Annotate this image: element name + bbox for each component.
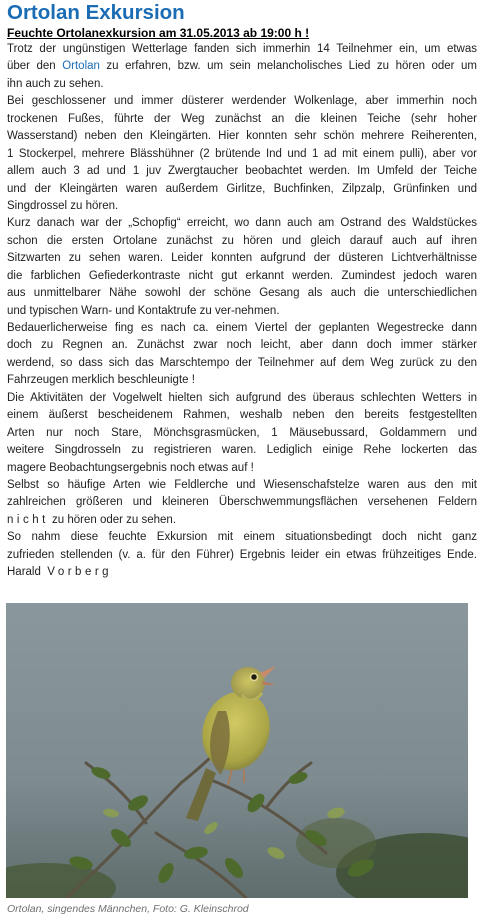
author-first-name: Harald xyxy=(7,566,41,579)
text-line: allem auch 3 ad und 1 juv Zwergtaucher beobachtet werden. Im Umfeld der Teiche xyxy=(7,165,477,178)
text-line: doch zu Regnen an. Zunächst zwar noch leicht, aber dann doch immer stärker xyxy=(7,339,477,352)
text-line: Arten nur noch Stare, Mönchsgrasmücken, 1 Mäusebussard, Goldammern und xyxy=(7,426,477,439)
text-line: Kurz danach war der „Schopfig“ erreicht, wo dann auch am Ostrand des Waldstückes xyxy=(7,217,477,230)
text-line: Bedauerlicherweise fing es nach ca. einem Viertel der geplanten Wegestrecke dann xyxy=(7,322,477,334)
text-line: Selbst so häufige Arten wie Feldlerche und Wiesenschafstelze waren aus den mit xyxy=(7,478,477,491)
text-line: zahlreichen größeren und kleineren Überschwemmungsflächen versehenen Feldern xyxy=(7,496,477,509)
text-fragment: über den xyxy=(7,60,63,73)
text-line: So nahm diese feuchte Exkursion mit einem situationsbedingt doch nicht ganz xyxy=(7,531,477,544)
text-line: 1 Stockerpel, mehrere Blässhühner (2 brütende Ind und 1 ad mit einem pulli), aber vor xyxy=(7,147,477,160)
bird-eye xyxy=(251,674,256,679)
text-line: und der Kleingärten waren außerdem Girlitze, Buchfinken, Zilpzalp, Grünfinken und xyxy=(7,182,477,195)
text-fragment: zu erfahren, bzw. um sein melancholisches Lied zu hören oder um xyxy=(99,60,477,73)
text-line xyxy=(7,58,477,75)
text-line: magere Beobachtungsergebnis noch etwas auf ! xyxy=(7,461,254,474)
text-line: Wasserstand) neben den Kleingärten. Hier konnten sehr schön mehrere Reiherenten, xyxy=(7,130,477,143)
text-line: Singdrossel zu hören. xyxy=(7,199,119,212)
page-title: Ortolan Exkursion xyxy=(7,1,185,24)
text-line: Sitzwarten zu sehen waren. Leider konnten aufgrund der düsteren Lichtverhältnisse xyxy=(7,252,477,265)
text-line: weitere Singdrosseln zu registrieren waren. Lediglich einige Rehe lockerten das xyxy=(7,444,477,457)
article-body xyxy=(7,41,477,582)
author-line xyxy=(7,564,477,581)
text-line: zufrieden stellenden (v. a. für den Führer) Ergebnis leider ein etwas frühzeitiges Ende. xyxy=(7,548,477,561)
text-line: schon die ersten Ortolane zunächst zu hören und gleich darauf auch auf ihren xyxy=(7,234,477,247)
text-line: Fahrzeugen merklich beschleunigte ! xyxy=(7,374,195,387)
text-line: Trotz der ungünstigen Wetterlage fanden sich immerhin 14 Teilnehmer ein, um etwas xyxy=(7,43,477,55)
emphasized-word: nicht xyxy=(7,513,49,526)
photo-caption: Ortolan, singendes Männchen, Foto: G. Kleinschrod xyxy=(7,903,249,915)
ortolan-link[interactable]: Ortolan xyxy=(62,60,100,73)
article-subtitle: Feuchte Ortolanexkursion am 31.05.2013 ab 19:00 h ! xyxy=(7,26,310,40)
text-line: trockenen Fußes, führte der Weg zunächst an die kleinen Teiche (sehr hoher xyxy=(7,112,477,125)
text-fragment: zu hören oder zu sehen. xyxy=(48,513,177,526)
ortolan-photo xyxy=(6,603,468,898)
text-line: ihn auch zu sehen. xyxy=(7,77,104,90)
text-line: einem äußerst bescheidenem Rahmen, weshalb neben den bereits festgestellten xyxy=(7,409,477,422)
text-line: Bei geschlossener und immer düsterer werdender Wolkenlage, aber immerhin noch xyxy=(7,95,477,108)
author-last-name: Vorberg xyxy=(47,566,113,579)
text-line: Die Aktivitäten der Vogelwelt hielten sich aufgrund des überaus schlechten Wetters in xyxy=(7,391,477,404)
text-line: werdend, so dass sich das Marschtempo der Teilnehmer auf dem Weg zurück zu den xyxy=(7,356,477,369)
text-line: und typischen Warn- und Kontaktrufe zu ver-nehmen. xyxy=(7,304,280,317)
text-line: aus unmittelbarer Nähe sowohl der schöne Gesang als auch die unterschiedlichen xyxy=(7,287,477,300)
text-line xyxy=(7,512,477,529)
text-line: die farblichen Gefiederkontraste nicht gut erkannt werden. Zumindest jedoch waren xyxy=(7,269,477,282)
